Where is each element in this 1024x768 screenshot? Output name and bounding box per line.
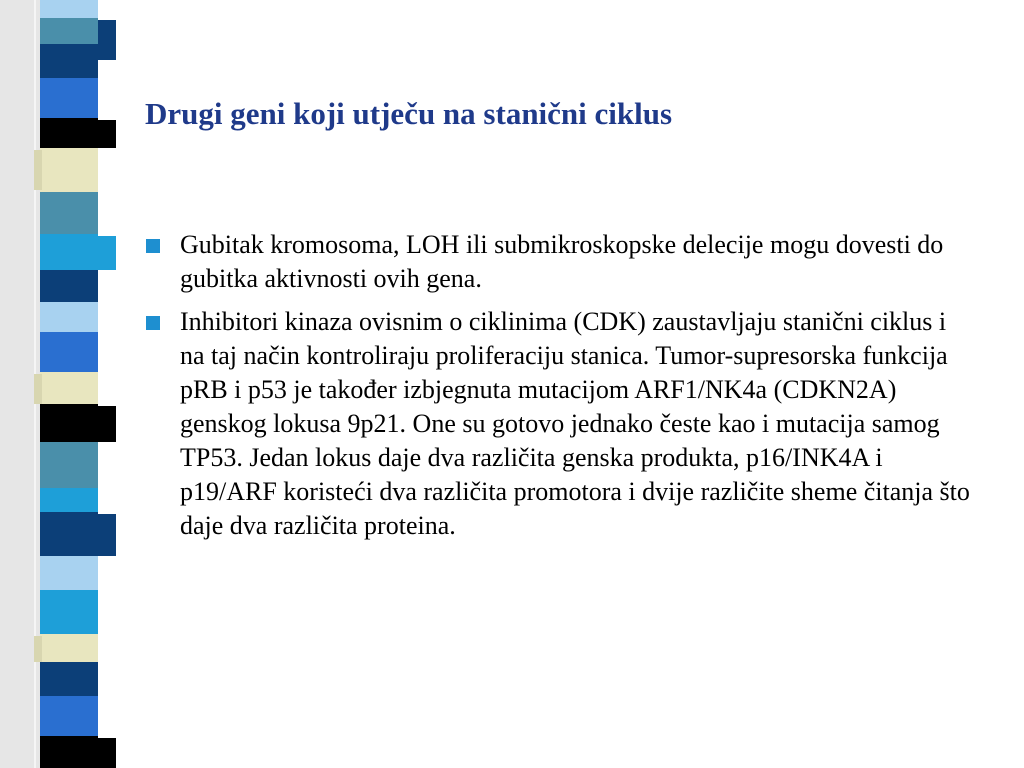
decorative-stripe-border: [0, 0, 118, 768]
stripe-border-graphic: [0, 0, 118, 768]
bullet-text: Inhibitori kinaza ovisnim o ciklinima (CDK) zaustavljaju stanični ciklus i na taj način kontroliraju proliferaciju stanica. Tumor-supresorska funkcija pRB i p53 je također izbjegnuta mutacijom ARF1/NK4a (CDKN2A) genskog lokusa 9p21. One su gotovo jednako česte kao i mutacija samog TP53. Jedan lokus daje dva različita genska produkta, p16/INK4A i p19/ARF koristeći dva različita promotora i dvije različite sheme čitanja što daje dva različita proteina.: [180, 307, 970, 540]
bullet-item: [145, 228, 975, 296]
slide-title: Drugi geni koji utječu na stanični ciklus: [145, 96, 673, 131]
square-bullet-icon: [146, 316, 160, 330]
bullet-list: [145, 228, 975, 552]
bullet-item: [145, 305, 975, 543]
square-bullet-icon: [146, 239, 160, 253]
bullet-text: Gubitak kromosoma, LOH ili submikroskopske delecije mogu dovesti do gubitka aktivnosti ovih gena.: [180, 230, 944, 293]
